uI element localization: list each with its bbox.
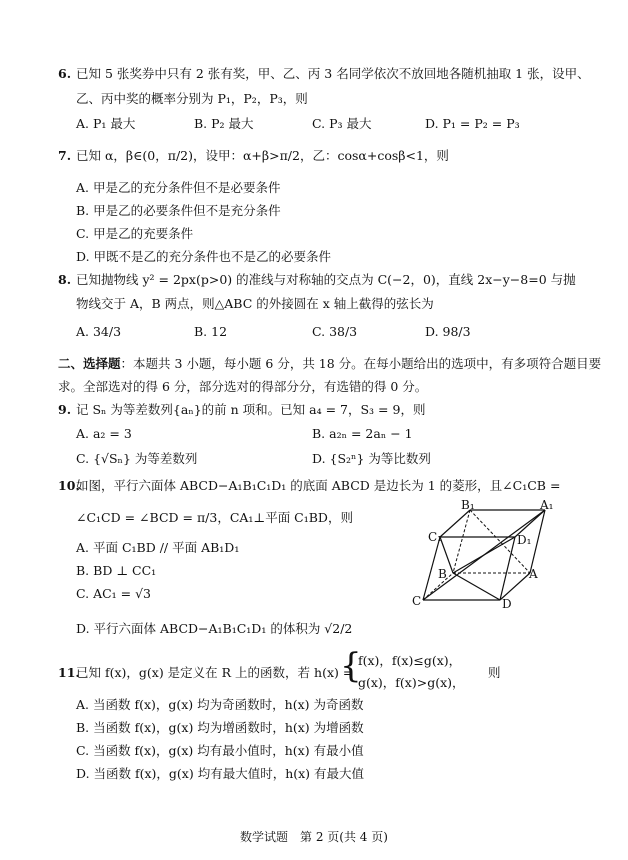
- q8-stem-line2: 物线交于 A，B 两点，则△ABC 的外接圆在 x 轴上截得的弦长为: [76, 296, 434, 311]
- q10-stem-line1: 如图，平行六面体 ABCD−A₁B₁C₁D₁ 的底面 ABCD 是边长为 1 的菱形，且∠C₁CB =: [76, 478, 561, 493]
- q8-option-c: C. 38/3: [312, 324, 358, 339]
- q10-option-b: B. BD ⊥ CC₁: [76, 563, 157, 578]
- q8-option-b: B. 12: [194, 324, 228, 339]
- q8-stem-line1: 已知抛物线 y² = 2px(p>0) 的准线与对称轴的交点为 C(−2，0)，直线 2x−y−8=0 与抛: [76, 272, 576, 287]
- q7-number: 7.: [58, 148, 72, 163]
- q7-option-b: B. 甲是乙的必要条件但不是充分条件: [76, 203, 281, 218]
- section2-title: 二、选择题: [58, 356, 121, 371]
- label-a: A: [529, 567, 538, 581]
- q9-stem: 记 Sₙ 为等差数列{aₙ}的前 n 项和。已知 a₄ = 7，S₃ = 9，则: [76, 402, 426, 417]
- label-d1: D₁: [517, 533, 532, 547]
- label-b1: B₁: [461, 498, 475, 512]
- q10-number: 10.: [58, 478, 80, 493]
- label-c: C: [412, 594, 422, 608]
- q10-stem-line2: ∠C₁CD = ∠BCD = π/3，CA₁⊥平面 C₁BD，则: [76, 510, 353, 525]
- q6-option-c: C. P₃ 最大: [312, 116, 372, 131]
- piecewise-brace: {: [340, 646, 362, 686]
- q7-option-d: D. 甲既不是乙的充分条件也不是乙的必要条件: [76, 249, 332, 264]
- parallelepiped-figure: [405, 495, 570, 615]
- label-d: D: [502, 597, 512, 611]
- q8-option-d: D. 98/3: [425, 324, 471, 339]
- page-footer: 数学试题 第 2 页(共 4 页): [240, 830, 388, 844]
- q7-option-c: C. 甲是乙的充要条件: [76, 226, 194, 241]
- q11-option-a: A. 当函数 f(x)，g(x) 均为奇函数时，h(x) 为奇函数: [76, 697, 364, 712]
- q7-option-a: A. 甲是乙的充分条件但不是必要条件: [76, 180, 281, 195]
- q10-option-a: A. 平面 C₁BD // 平面 AB₁D₁: [76, 540, 240, 555]
- q6-option-d: D. P₁ = P₂ = P₃: [425, 116, 520, 131]
- q11-then: 则: [488, 665, 501, 680]
- q6-option-b: B. P₂ 最大: [194, 116, 254, 131]
- q9-number: 9.: [58, 402, 72, 417]
- q9-option-c: C. {√Sₙ} 为等差数列: [76, 451, 198, 466]
- q11-option-d: D. 当函数 f(x)，g(x) 均有最大值时，h(x) 有最大值: [76, 766, 365, 781]
- q11-option-c: C. 当函数 f(x)，g(x) 均有最小值时，h(x) 有最小值: [76, 743, 364, 758]
- q10-option-d: D. 平行六面体 ABCD−A₁B₁C₁D₁ 的体积为 √2/2: [76, 621, 353, 636]
- q6-number: 6.: [58, 66, 72, 81]
- section2-instructions-line2: 求。全部选对的得 6 分，部分选对的得部分分，有选错的得 0 分。: [58, 379, 428, 394]
- q10-option-c: C. AC₁ = √3: [76, 586, 152, 601]
- q6-option-a: A. P₁ 最大: [76, 116, 136, 131]
- section2-header: [58, 356, 601, 372]
- q11-number: 11.: [58, 665, 80, 680]
- q9-option-b: B. a₂ₙ = 2aₙ − 1: [312, 426, 413, 441]
- q11-option-b: B. 当函数 f(x)，g(x) 均为增函数时，h(x) 为增函数: [76, 720, 364, 735]
- q6-stem-line1: 已知 5 张奖券中只有 2 张有奖，甲、乙、丙 3 名同学依次不放回地各随机抽取 1 张，设甲、: [76, 66, 590, 81]
- q9-option-d: D. {S₂ⁿ} 为等比数列: [312, 451, 431, 466]
- q11-case1: f(x)，f(x)≤g(x)，: [358, 653, 462, 668]
- q7-stem: 已知 α，β∈(0，π/2)，设甲：α+β>π/2，乙：cosα+cosβ<1，则: [76, 148, 449, 163]
- q8-number: 8.: [58, 272, 72, 287]
- q6-stem-line2: 乙、丙中奖的概率分别为 P₁，P₂，P₃，则: [76, 91, 308, 106]
- q11-case2: g(x)，f(x)>g(x)，: [358, 675, 465, 690]
- section2-instructions-line1: ：本题共 3 小题，每小题 6 分，共 18 分。在每小题给出的选项中，有多项符合题目要: [120, 356, 602, 371]
- q11-stem: 已知 f(x)，g(x) 是定义在 R 上的函数，若 h(x) =: [76, 665, 354, 680]
- q8-option-a: A. 34/3: [76, 324, 122, 339]
- label-a1: A₁: [540, 498, 554, 512]
- q9-option-a: A. a₂ = 3: [76, 426, 132, 441]
- label-b: B: [438, 567, 447, 581]
- label-c1: C₁: [428, 530, 442, 544]
